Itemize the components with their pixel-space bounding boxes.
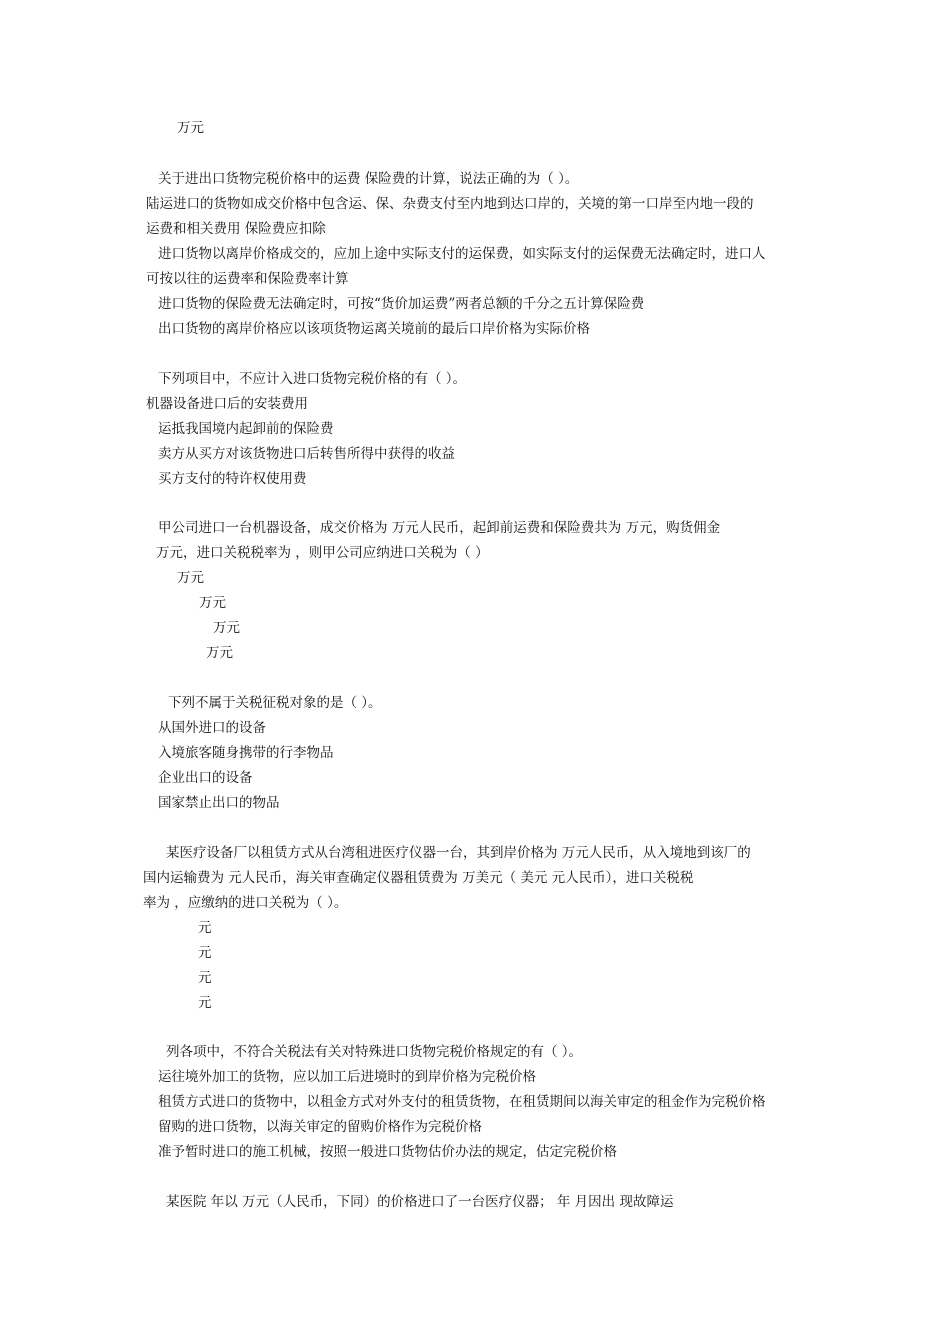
q5-stem-cont: 国内运输费为 元人民币，海关审查确定仪器租赁费为 万美元（ 美元 元人民币），进口关税税 xyxy=(143,870,694,886)
q3-option-a: 万元 xyxy=(177,570,204,586)
q2-option-b: 运抵我国境内起卸前的保险费 xyxy=(158,421,334,437)
q6-stem: 列各项中，不符合关税法有关对特殊进口货物完税价格规定的有（ ）。 xyxy=(166,1044,583,1060)
q6-option-d: 准予暂时进口的施工机械，按照一般进口货物估价办法的规定，估定完税价格 xyxy=(158,1144,617,1160)
fragment-unit: 万元 xyxy=(177,120,204,136)
q2-option-a: 机器设备进口后的安装费用 xyxy=(146,396,308,412)
q1-option-c: 进口货物的保险费无法确定时，可按“货价加运费”两者总额的千分之五计算保险费 xyxy=(158,296,645,312)
q4-option-b: 入境旅客随身携带的行李物品 xyxy=(158,745,334,761)
q4-option-d: 国家禁止出口的物品 xyxy=(158,795,280,811)
q3-option-b: 万元 xyxy=(199,595,226,611)
q1-option-a-cont: 运费和相关费用 保险费应扣除 xyxy=(146,221,326,237)
q1-stem: 关于进出口货物完税价格中的运费 保险费的计算，说法正确的为（ ）。 xyxy=(158,171,579,187)
q4-stem: 下列不属于关税征税对象的是（ ）。 xyxy=(168,695,382,711)
q7-stem: 某医院 年以 万元（人民币，下同）的价格进口了一台医疗仪器； 年 月因出 现故障运 xyxy=(166,1194,674,1210)
q2-option-c: 卖方从买方对该货物进口后转售所得中获得的收益 xyxy=(158,446,455,462)
q1-option-a: 陆运进口的货物如成交价格中包含运、保、杂费支付至内地到达口岸的，关境的第一口岸至内地一段的 xyxy=(146,196,754,212)
q1-option-d: 出口货物的离岸价格应以该项货物运离关境前的最后口岸价格为实际价格 xyxy=(158,321,590,337)
q5-stem-cont-2: 率为 ，应缴纳的进口关税为（ ）。 xyxy=(143,895,348,911)
q5-option-c: 元 xyxy=(198,970,212,986)
q5-stem: 某医疗设备厂以租赁方式从台湾租进医疗仪器一台，其到岸价格为 万元人民币，从入境地到该厂的 xyxy=(166,845,751,861)
q5-option-b: 元 xyxy=(198,945,212,961)
q6-option-a: 运往境外加工的货物，应以加工后进境时的到岸价格为完税价格 xyxy=(158,1069,536,1085)
q3-option-c: 万元 xyxy=(213,620,240,636)
q4-option-c: 企业出口的设备 xyxy=(158,770,253,786)
q6-option-c: 留购的进口货物，以海关审定的留购价格作为完税价格 xyxy=(158,1119,482,1135)
q6-option-b: 租赁方式进口的货物中，以租金方式对外支付的租赁货物，在租赁期间以海关审定的租金作为完税价格 xyxy=(158,1094,766,1110)
q3-stem-cont: 万元，进口关税税率为 ，则甲公司应纳进口关税为（ ） xyxy=(156,545,489,561)
q5-option-a: 元 xyxy=(198,920,212,936)
q2-option-d: 买方支付的特许权使用费 xyxy=(158,471,307,487)
q3-option-d: 万元 xyxy=(206,645,233,661)
q5-option-d: 元 xyxy=(198,995,212,1011)
q4-option-a: 从国外进口的设备 xyxy=(158,720,266,736)
q1-option-b-cont: 可按以往的运费率和保险费率计算 xyxy=(146,271,349,287)
q3-stem: 甲公司进口一台机器设备，成交价格为 万元人民币，起卸前运费和保险费共为 万元，购货佣金 xyxy=(158,520,721,536)
q2-stem: 下列项目中，不应计入进口货物完税价格的有（ ）。 xyxy=(158,371,467,387)
q1-option-b: 进口货物以离岸价格成交的，应加上途中实际支付的运保费，如实际支付的运保费无法确定时，进口人 xyxy=(158,246,766,262)
